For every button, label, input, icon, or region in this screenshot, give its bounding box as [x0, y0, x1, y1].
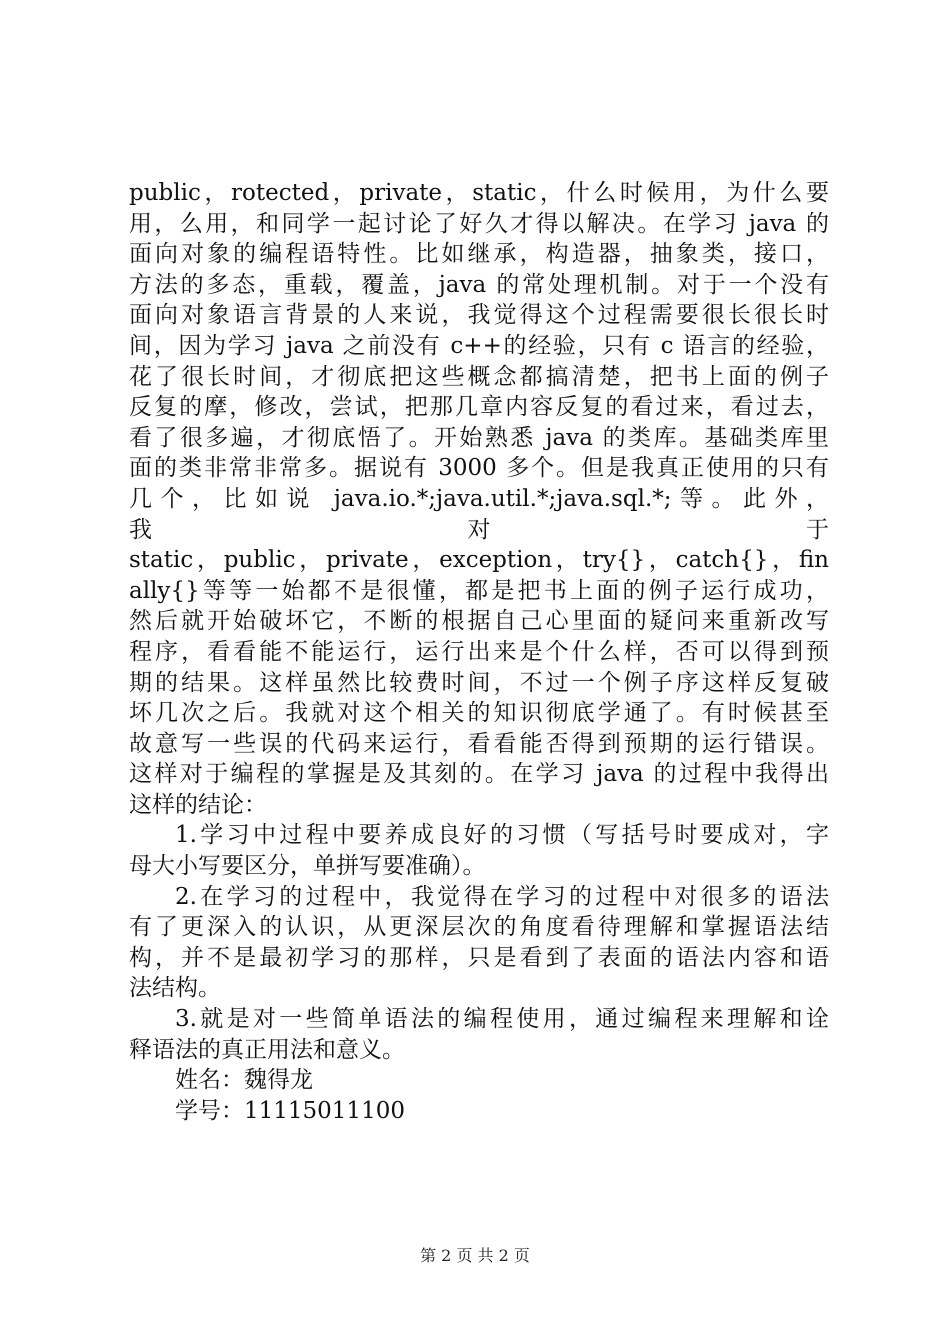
text-line: 反复的摩，修改，尝试，把那几章内容反复的看过来，看过去， [129, 394, 829, 421]
text-line: 方法的多态，重载，覆盖，java 的常处理机制。对于一个没有 [129, 271, 829, 298]
point-2-first-line: 2.在学习的过程中，我觉得在学习的过程中对很多的语法 [175, 883, 829, 910]
text-line: 面的类非常非常多。据说有 3000 多个。但是我真正使用的只有 [129, 455, 829, 482]
student-id: 学号：11115011100 [175, 1097, 405, 1124]
point-1-first-line: 1.学习中过程中要养成良好的习惯（写括号时要成对，字 [175, 822, 829, 849]
spread-char: 对 [467, 516, 491, 543]
spread-char: 我 [129, 516, 152, 543]
point-3-line: 释语法的真正用法和意义。 [129, 1036, 405, 1063]
page-footer: 第 2 页 共 2 页 [420, 1246, 530, 1265]
point-2-line: 有了更深入的认识，从更深层次的角度看待理解和掌握语法结 [129, 914, 829, 941]
text-line: 看了很多遍，才彻底悟了。开始熟悉 java 的类库。基础类库里 [129, 424, 829, 451]
spread-text-line [129, 515, 829, 546]
text-line: 这样对于编程的掌握是及其刻的。在学习 java 的过程中我得出 [129, 761, 829, 788]
conclusion-intro: 这样的结论： [129, 791, 267, 818]
point-2-line: 构，并不是最初学习的那样，只是看到了表面的语法内容和语 [129, 944, 829, 971]
text-line: 用，么用，和同学一起讨论了好久才得以解决。在学习 java 的 [129, 210, 829, 237]
essay-body [129, 178, 829, 1126]
text-line: public，rotected，private，static，什么时候用，为什么要 [129, 180, 829, 206]
spread-char: 于 [806, 516, 829, 543]
text-line: 坏几次之后。我就对这个相关的知识彻底学通了。有时候甚至 [129, 700, 829, 727]
text-line: ally{}等等一始都不是很懂，都是把书上面的例子运行成功， [129, 577, 829, 604]
point-2-line: 法结构。 [129, 975, 221, 1002]
text-line: 期的结果。这样虽然比较费时间，不过一个例子序这样反复破 [129, 669, 829, 696]
text-line: 面向对象的编程语特性。比如继承，构造器，抽象类，接口， [129, 241, 829, 268]
text-line: 花了很长时间，才彻底把这些概念都搞清楚，把书上面的例子 [129, 363, 829, 390]
text-line: 几个，比如说 java.io.*;java.util.*;java.sql.*;等。此外， [129, 485, 829, 512]
text-line: 然后就开始破坏它，不断的根据自己心里面的疑问来重新改写 [129, 608, 829, 635]
text-line: 间，因为学习 java 之前没有 c++的经验，只有 c 语言的经验， [129, 332, 829, 359]
text-line: 程序，看看能不能运行，运行出来是个什么样，否可以得到预 [129, 638, 829, 665]
text-line: 面向对象语言背景的人来说，我觉得这个过程需要很长很长时 [129, 302, 829, 329]
point-3-first-line: 3.就是对一些简单语法的编程使用，通过编程来理解和诠 [175, 1006, 829, 1033]
author-name: 姓名：魏得龙 [175, 1067, 313, 1094]
text-line: 故意写一些误的代码来运行，看看能否得到预期的运行错误。 [129, 730, 829, 757]
text-line: static，public，private，exception，try{}，catch{}，fin [129, 547, 829, 574]
point-1-line: 母大小写要区分，单拼写要准确）。 [129, 853, 486, 880]
